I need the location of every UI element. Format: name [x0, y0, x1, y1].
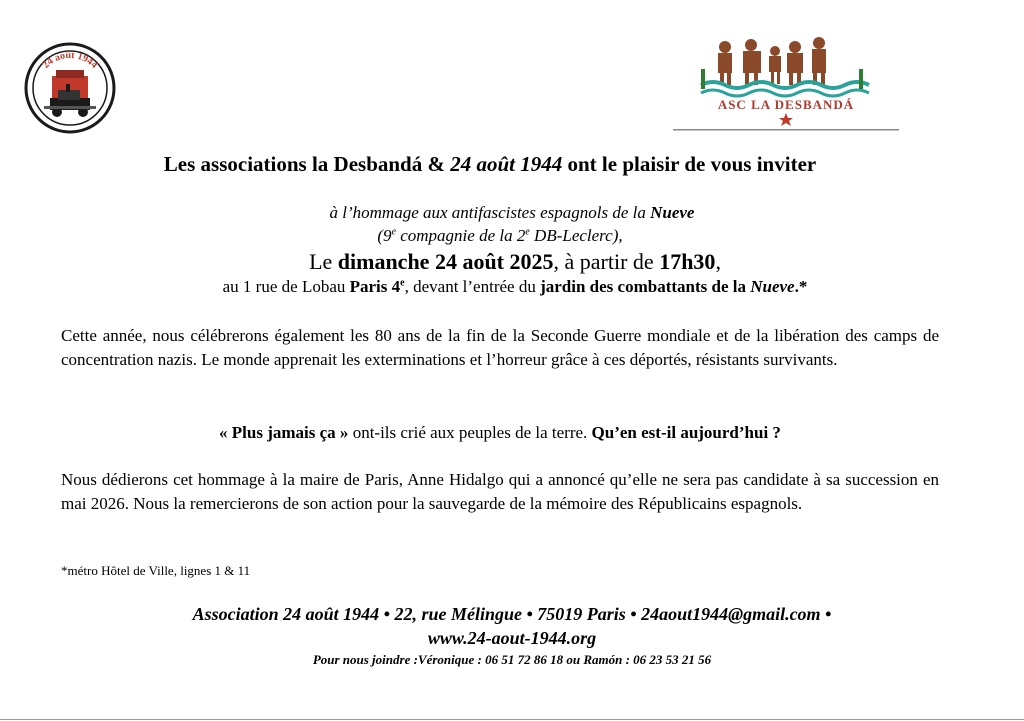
heading-part-1: Les associations la Desbandá & — [163, 152, 451, 176]
event-day: dimanche 24 août 2025 — [337, 249, 554, 274]
nueve-name: Nueve — [650, 203, 695, 222]
company-line: (9e compagnie de la 2e DB-Leclerc), — [377, 226, 623, 245]
body-paragraph-2: Nous dédierons cet hommage à la maire de Paris, Anne Hidalgo qui a annoncé qu’elle ne sera pas candidate à sa succession en mai 2026. Nous la remercierons de son action pour la sauvegarde de la mémoire des Républicains espagnols. — [61, 470, 939, 513]
quote-line: « Plus jamais ça » ont-ils crié aux peuples de la terre. Qu’en est-il aujourd’hui ? — [219, 423, 781, 442]
footer-website-link[interactable]: www.24-aout-1944.org — [427, 628, 597, 648]
logo-emblem-graphic — [22, 40, 118, 136]
quote-text: « Plus jamais ça » — [219, 423, 349, 442]
invitation-heading — [0, 152, 980, 177]
logo-right-text: ASC LA DESBANDÁ — [717, 97, 855, 112]
footer-address: Association 24 août 1944 • 22, rue Mélingue • 75019 Paris • 24aout1944@gmail.com • — [192, 604, 832, 624]
association-24-aout-1944-logo — [22, 40, 118, 136]
heading-part-3: ont le plaisir de vous inviter — [562, 152, 817, 176]
quote-question: Qu’en est-il aujourd’hui ? — [591, 423, 781, 442]
event-time: 17h30 — [659, 249, 716, 274]
homage-line: à l’hommage aux antifascistes espagnols de la Nueve — [329, 203, 695, 222]
desbanda-logo-graphic — [673, 27, 899, 131]
body-paragraph-1: Cette année, nous célébrerons également les 80 ans de la fin de la Seconde Guerre mondiale et de la libération des camps de concentration nazis. Le monde apprenait les exterminations et l’horreur grâce à ces déportés, résistants survivants. — [61, 326, 939, 369]
logo-left-text: 24 août 1944 — [40, 49, 100, 71]
heading-association-name: 24 août 1944 — [450, 152, 563, 176]
page-bottom-divider — [0, 719, 1024, 720]
metro-footnote: *métro Hôtel de Ville, lignes 1 & 11 — [61, 563, 251, 578]
event-location: au 1 rue de Lobau Paris 4e, devant l’entrée du jardin des combattants de la Nueve.* — [222, 277, 808, 296]
event-date: Le dimanche 24 août 2025, à partir de 17h30, — [309, 249, 721, 274]
asc-la-desbanda-logo — [673, 27, 899, 131]
footer-contacts: Pour nous joindre :Véronique : 06 51 72 86 18 ou Ramón : 06 23 53 21 56 — [312, 652, 712, 667]
